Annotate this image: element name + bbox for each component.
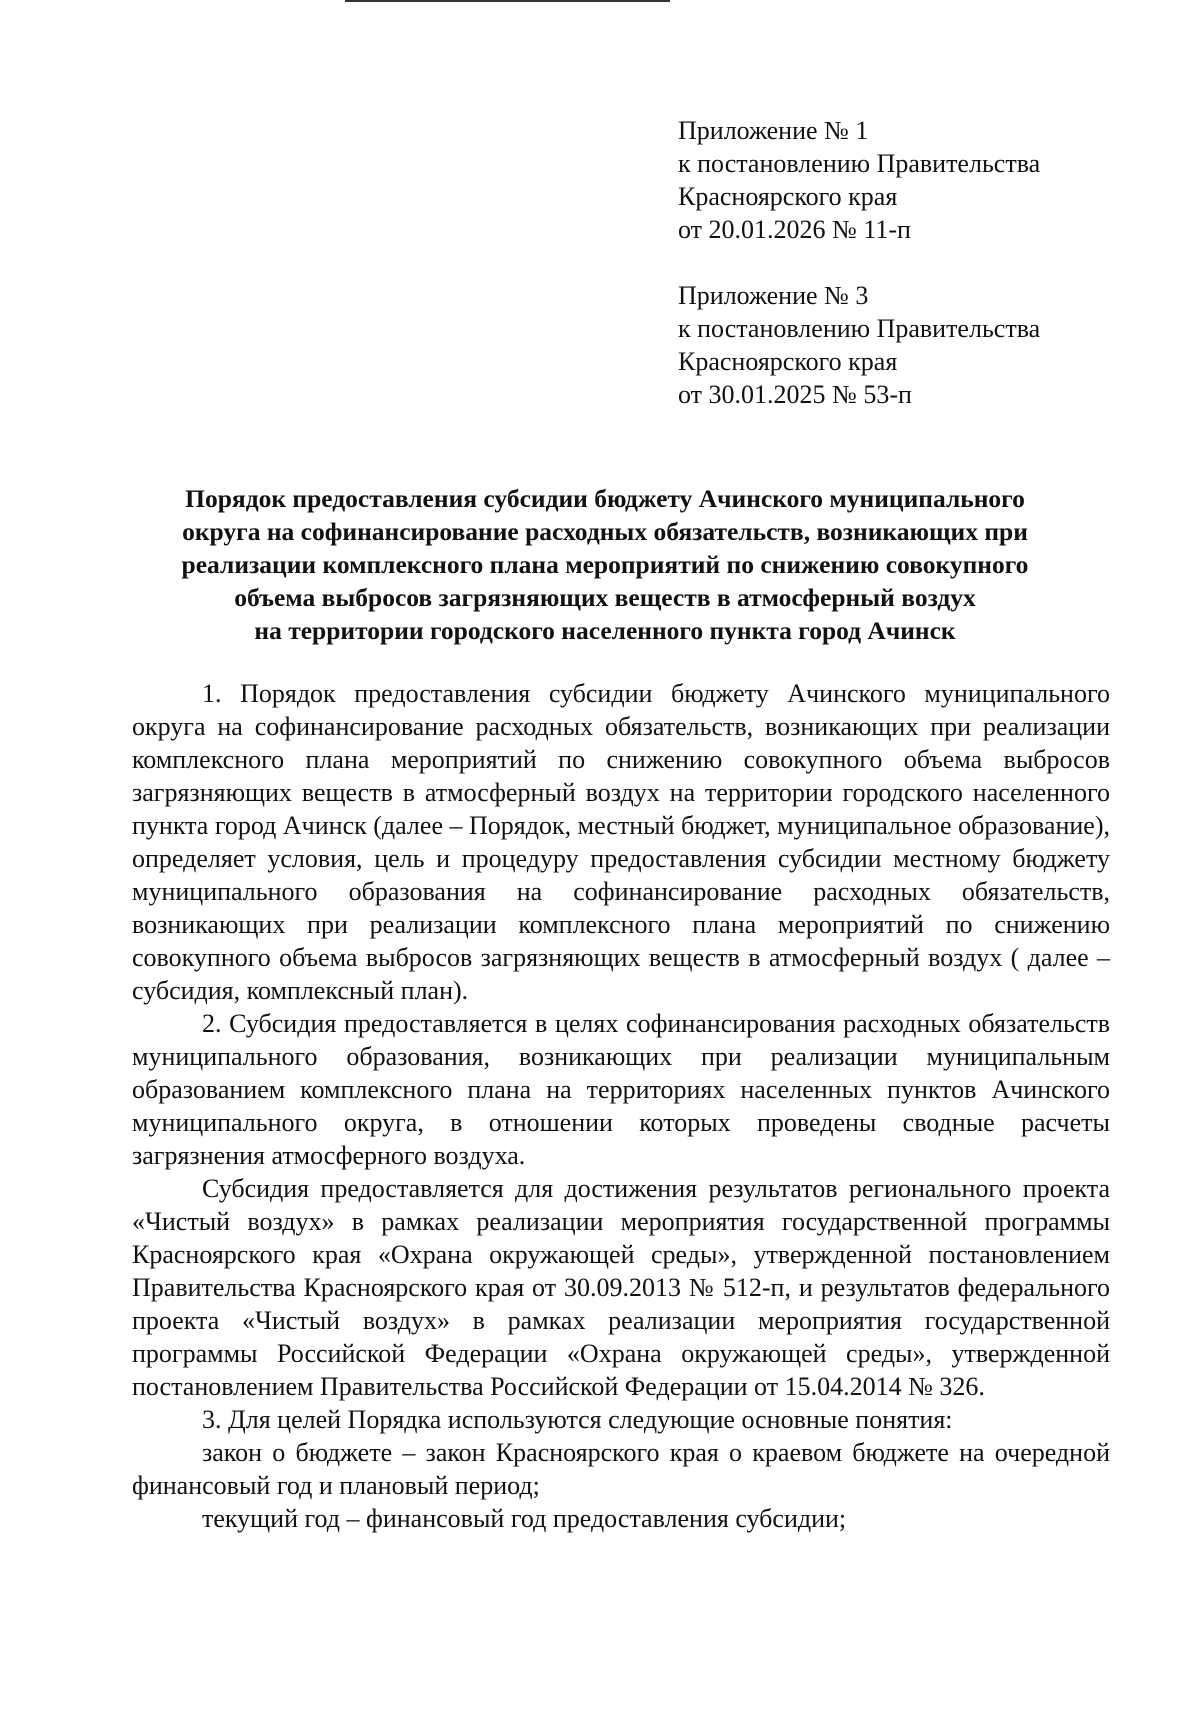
appendix-date: от 30.01.2025 № 53-п [678,380,912,409]
definition-budget-law: закон о бюджете – закон Красноярского края о краевом бюджете на очередной финансовый год и плановый период; [132,1438,1110,1500]
paragraph-1: 1. Порядок предоставления субсидии бюджету Ачинского муниципального округа на софинансирование расходных обязательств, возникающих при реализации комплексного плана мероприятий по снижению совокупного объема выбросов загрязняющих веществ в атмосферный воздух на территории городского населенного пункта город Ачинск (далее – Порядок, местный бюджет, муниципальное образование), определяет условия, цель и процедуру предоставления субсидии местному бюджету муниципального образования на софинансирование расходных обязательств, возникающих при реализации комплексного плана мероприятий по снижению совокупного объема выбросов загрязняющих веществ в атмосферный воздух ( далее – субсидия, комплексный план). [132,679,1110,1005]
definition-current-year: текущий год – финансовый год предоставления субсидии; [202,1504,847,1533]
scan-artifact-line [345,0,670,2]
appendix-number: Приложение № 1 [678,116,869,145]
document-title [100,482,1110,647]
document-body [132,677,1110,1535]
paragraph-2: 2. Субсидия предоставляется в целях софинансирования расходных обязательств муниципального образования, возникающих при реализации муниципальным образованием комплексного плана на территориях населенных пунктов Ачинского муниципального округа, в отношении которых проведены сводные расчеты загрязнения атмосферного воздуха. [132,1009,1110,1170]
title-line: округа на софинансирование расходных обязательств, возникающих при [182,517,1028,546]
title-line: реализации комплексного плана мероприятий по снижению совокупного [181,550,1029,579]
paragraph-3: 3. Для целей Порядка используются следующие основные понятия: [202,1405,953,1434]
title-line: Порядок предоставления субсидии бюджету Ачинского муниципального [185,484,1025,513]
appendix-reference: к постановлению Правительства [678,149,1041,178]
title-line: на территории городского населенного пункта город Ачинск [254,616,956,645]
paragraph-2-continued: Субсидия предоставляется для достижения результатов регионального проекта «Чистый воздух» в рамках реализации мероприятия государственной программы Красноярского края «Охрана окружающей среды», утвержденной постановлением Правительства Красноярского края от 30.09.2013 № 512-п, и результатов федерального проекта «Чистый воздух» в рамках реализации мероприятия государственной программы Российской Федерации «Охрана окружающей среды», утвержденной постановлением Правительства Российской Федерации от 15.04.2014 № 326. [132,1174,1110,1401]
appendix-region: Красноярского края [678,347,898,376]
appendix-1-header [678,114,1138,246]
appendix-region: Красноярского края [678,182,898,211]
appendix-reference: к постановлению Правительства [678,314,1041,343]
appendix-date: от 20.01.2026 № 11-п [678,215,911,244]
appendix-number: Приложение № 3 [678,281,869,310]
title-line: объема выбросов загрязняющих веществ в атмосферный воздух [234,583,976,612]
appendix-2-header [678,279,1138,411]
